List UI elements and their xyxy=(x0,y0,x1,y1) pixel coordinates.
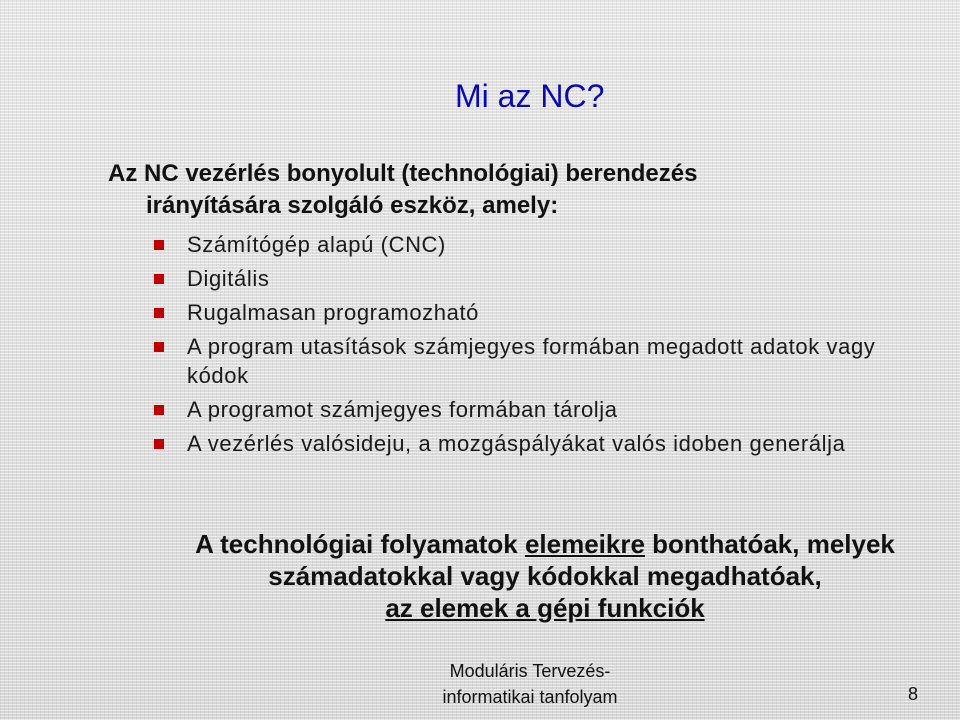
bullet-text: A vezérlés valósideju, a mozgáspályákat valós idoben generálja xyxy=(187,431,846,456)
square-bullet-icon xyxy=(154,405,164,415)
footer xyxy=(420,658,640,710)
square-bullet-icon xyxy=(154,240,164,250)
square-bullet-icon xyxy=(154,342,164,352)
bullet-text: A programot számjegyes formában tárolja xyxy=(187,397,618,422)
summary-underlined-1: elemeikre xyxy=(524,529,645,559)
bullet-text: Digitális xyxy=(187,266,270,291)
intro-text xyxy=(108,158,908,222)
page-number: 8 xyxy=(908,684,919,704)
square-bullet-icon xyxy=(154,274,164,284)
footer-line-2: informatikai tanfolyam xyxy=(442,687,618,707)
square-bullet-icon xyxy=(154,308,164,318)
bullet-text: A program utasítások számjegyes formában megadott adatok vagy kódok xyxy=(187,334,876,388)
bullet-text: Rugalmasan programozható xyxy=(187,300,479,325)
bullet-item xyxy=(152,429,932,458)
slide-title: Mi az NC? xyxy=(455,78,605,114)
bullet-item xyxy=(152,395,932,424)
intro-line-2: irányítására szolgáló eszköz, amely: xyxy=(146,192,559,219)
summary-part-1: A technológiai folyamatok xyxy=(195,529,525,559)
bullet-item xyxy=(152,264,932,293)
summary-underlined-2: az elemek a gépi funkciók xyxy=(385,593,705,623)
square-bullet-icon xyxy=(154,439,164,449)
bullet-item xyxy=(152,230,932,259)
bullet-text: Számítógép alapú (CNC) xyxy=(187,232,446,257)
bullet-item xyxy=(152,298,932,327)
bullet-list xyxy=(152,230,932,463)
bullet-item xyxy=(152,332,932,390)
summary-part-2: bonthatóak, melyek számadatokkal vagy kódokkal megadhatóak, xyxy=(268,529,895,591)
summary-text xyxy=(140,528,950,624)
intro-line-1: Az NC vezérlés bonyolult (technológiai) berendezés xyxy=(108,160,698,187)
footer-line-1: Moduláris Tervezés- xyxy=(449,661,611,681)
